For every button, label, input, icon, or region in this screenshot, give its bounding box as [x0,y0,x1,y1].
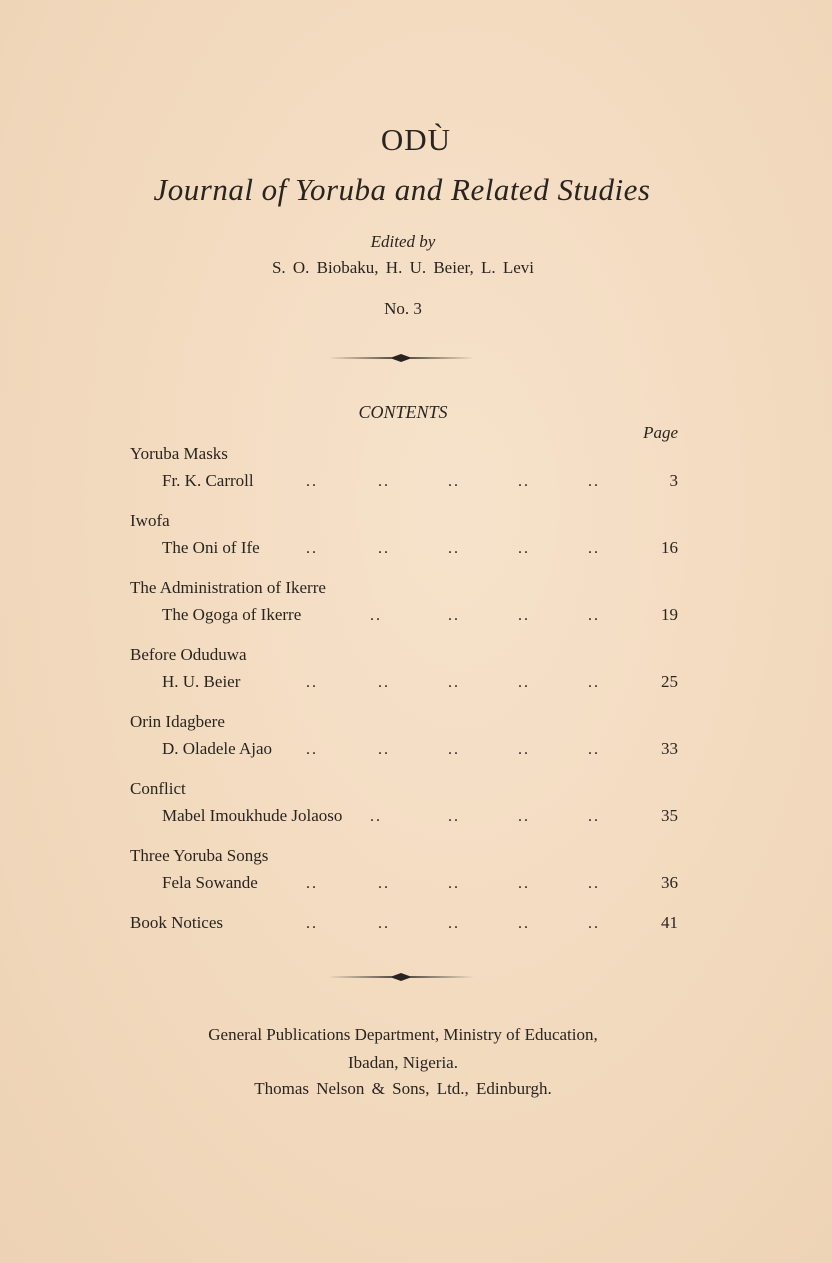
toc-entry-page: 3 [669,471,678,490]
dot-leader: .. [518,808,530,825]
toc-entry-line [130,471,680,495]
dot-leader: .. [588,808,600,825]
dot-leader: .. [518,607,530,624]
dot-leader: .. [588,741,600,758]
toc-entry-title: Three Yoruba Songs [130,846,269,865]
dot-leader: .. [518,741,530,758]
toc-entry-title: Before Oduduwa [130,645,247,664]
toc-entry-page: 16 [661,538,678,557]
issue-number: No. 3 [384,299,422,318]
dot-leader: .. [306,875,318,892]
dot-leader: .. [448,607,460,624]
toc-entry-page: 36 [661,873,678,892]
publisher-line-3: Thomas Nelson & Sons, Ltd., Edinburgh. [254,1079,552,1098]
toc-entry-author: The Ogoga of Ikerre [162,605,302,624]
toc-entry-page: 25 [661,672,678,691]
dot-leader: .. [588,674,600,691]
dot-leader: .. [588,540,600,557]
toc-entry-author: D. Oladele Ajao [162,739,272,758]
dot-leader: .. [370,808,382,825]
edited-by-label: Edited by [370,232,436,251]
toc-entry-line [130,605,680,629]
dot-leader: .. [378,674,390,691]
dot-leader: .. [588,875,600,892]
toc-entry-title: The Administration of Ikerre [130,578,326,597]
dot-leader: .. [378,875,390,892]
dot-leader: .. [448,540,460,557]
publisher-line-1: General Publications Department, Ministry of Education, [208,1025,598,1044]
ornament-divider-bottom [328,972,474,982]
toc-entry [130,578,680,645]
toc-entry [130,645,680,712]
toc-entry-page: 41 [661,913,678,932]
toc-entry-title: Orin Idagbere [130,712,225,731]
dot-leader: .. [448,674,460,691]
toc-entry-page: 33 [661,739,678,758]
toc-entry-line [130,913,680,937]
toc-entry [130,913,680,943]
dot-leader: .. [518,875,530,892]
toc-entry-page: 19 [661,605,678,624]
toc-entry-title: Conflict [130,779,186,798]
dot-leader: .. [306,674,318,691]
dot-leader: .. [518,674,530,691]
toc-entry-author: Fela Sowande [162,873,258,892]
dot-leader: .. [306,915,318,932]
dot-leader: .. [588,473,600,490]
toc-entry [130,511,680,578]
publisher-line-2: Ibadan, Nigeria. [348,1053,458,1072]
dot-leader: .. [448,915,460,932]
dot-leader: .. [448,473,460,490]
dot-leader: .. [378,915,390,932]
toc-entry-title: Book Notices [130,913,224,932]
editors-line: S. O. Biobaku, H. U. Beier, L. Levi [271,258,535,277]
dot-leader: .. [448,741,460,758]
dot-leader: .. [588,607,600,624]
dot-leader: .. [306,741,318,758]
toc-entry-line [130,739,680,763]
journal-title: ODÙ [380,122,452,157]
dot-leader: .. [518,540,530,557]
toc-entry-title: Iwofa [130,511,170,530]
toc-entry-page: 35 [661,806,678,825]
dot-leader: .. [448,875,460,892]
page-column-label: Page [643,423,678,442]
dot-leader: .. [378,741,390,758]
dot-leader: .. [370,607,382,624]
toc-entry-line [130,672,680,696]
toc-entry-line [130,806,680,830]
ornament-divider-top [328,353,474,363]
contents-heading: CONTENTS [358,402,448,422]
toc-entry-title: Yoruba Masks [130,444,228,463]
dot-leader: .. [588,915,600,932]
toc-entry-author: The Oni of Ife [162,538,260,557]
toc-entry [130,444,680,511]
dot-leader: .. [378,473,390,490]
dot-leader: .. [306,473,318,490]
toc-entry-author: Mabel Imoukhude Jolaoso [162,806,343,825]
dot-leader: .. [306,540,318,557]
toc-entry-author: H. U. Beier [162,672,241,691]
dot-leader: .. [378,540,390,557]
toc-entry [130,712,680,779]
toc-entry [130,846,680,913]
toc-entry [130,779,680,846]
dot-leader: .. [448,808,460,825]
dot-leader: .. [518,473,530,490]
table-of-contents [130,444,680,943]
toc-entry-line [130,873,680,897]
journal-subtitle: Journal of Yoruba and Related Studies [153,172,651,207]
toc-entry-line [130,538,680,562]
dot-leader: .. [518,915,530,932]
toc-entry-author: Fr. K. Carroll [162,471,254,490]
